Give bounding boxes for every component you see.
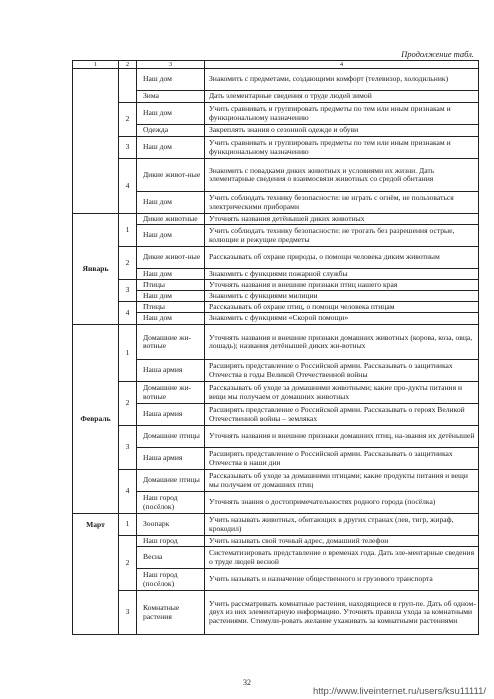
table-row — [73, 159, 479, 192]
week-cell: 2 — [119, 536, 137, 591]
topic-cell: Наш дом — [137, 69, 205, 91]
week-cell: 2 — [119, 382, 137, 426]
week-cell: 1 — [119, 214, 137, 247]
content-cell: Рассказывать об охране природы, о помощи человека диким животным — [205, 247, 479, 269]
table-row — [73, 247, 479, 269]
content-cell: Уточнять знания о достопримечательностях родного города (посёлка) — [205, 492, 479, 514]
topic-cell: Домашние жи-вотные — [137, 325, 205, 360]
content-cell: Знакомить с функциями милиции — [205, 291, 479, 302]
column-number: 2 — [119, 61, 137, 69]
topic-cell: Наша армия — [137, 360, 205, 382]
content-cell: Знакомить с предметами, создающими комфорт (телевизор, холодильник) — [205, 69, 479, 91]
content-cell: Рассказывать об охране птиц, о помощи человека птицам — [205, 302, 479, 313]
topic-cell: Дикие живот-ные — [137, 159, 205, 192]
week-cell: 3 — [119, 137, 137, 159]
topic-cell: Наш дом — [137, 269, 205, 280]
topic-cell: Домашние птицы — [137, 470, 205, 492]
content-cell: Учить рассматривать комнатные растения, находящиеся в груп-пе. Дать об одном-двух из них элементарную информацию. Уточнять правила ухода за комнатными растениями. Стимули-ровать желание ухаживать за комнатными растениями — [205, 591, 479, 635]
topic-cell: Птицы — [137, 302, 205, 313]
content-cell: Знакомить с функциями «Скорой помощи» — [205, 313, 479, 325]
month-cell — [73, 69, 119, 214]
week-cell: 3 — [119, 426, 137, 470]
content-cell: Учить сравнивать и группировать предметы по тем или иным признакам и функциональному назначению — [205, 103, 479, 125]
content-cell: Уточнять названия детёнышей диких животных — [205, 214, 479, 225]
page-number: 32 — [243, 678, 251, 687]
week-cell: 3 — [119, 280, 137, 302]
week-cell: 2 — [119, 247, 137, 280]
content-cell: Знакомить с повадками диких животных и условиями их жизни. Дать элементарные сведения о взаимосвязи животных со средой обитания — [205, 159, 479, 192]
content-cell: Закреплять знания о сезонной одежде и обуви — [205, 125, 479, 137]
week-cell: 2 — [119, 103, 137, 137]
table-row — [73, 214, 479, 225]
week-cell: 1 — [119, 514, 137, 536]
week-cell: 4 — [119, 302, 137, 325]
table-row — [73, 280, 479, 291]
topic-cell: Наш дом — [137, 103, 205, 125]
topic-cell: Дикие живот-ные — [137, 247, 205, 269]
content-cell: Уточнять названия и внешние признаки домашних птиц, на-звания их детёнышей — [205, 426, 479, 448]
week-cell: 4 — [119, 159, 137, 214]
continuation-label: Продолжение табл. — [401, 49, 474, 59]
topic-cell: Наш дом — [137, 225, 205, 247]
topic-cell: Наша армия — [137, 404, 205, 426]
topic-cell: Весна — [137, 547, 205, 569]
content-cell: Расширять представление о Российской армии. Рассказывать о защитниках Отечества в наши дни — [205, 448, 479, 470]
content-cell: Учить называть животных, обитающих в других странах (лев, тигр, жираф, крокодил) — [205, 514, 479, 536]
topic-cell: Наш город (посёлок) — [137, 569, 205, 591]
week-cell: 4 — [119, 470, 137, 514]
content-cell: Учить соблюдать технику безопасности: не играть с огнём, не пользоваться электрическими приборами — [205, 192, 479, 214]
topic-cell: Птицы — [137, 280, 205, 291]
topic-cell: Комнатные растения — [137, 591, 205, 635]
table-row — [73, 536, 479, 547]
content-cell: Дать элементарные сведения о труде людей зимой — [205, 91, 479, 103]
month-cell: Март — [73, 514, 119, 635]
table-row — [73, 302, 479, 313]
week-cell: 3 — [119, 591, 137, 635]
content-cell: Уточнять названия и внешние признаки домашних животных (корова, коза, овца, лошадь); названия детёнышей диких жи-вотных — [205, 325, 479, 360]
topic-cell: Домашние жи-вотные — [137, 382, 205, 404]
content-cell: Учить называть свой точный адрес, домашний телефон — [205, 536, 479, 547]
content-cell: Рассказывать об уходе за домашними птицами; какие продукты питания и вещи мы получаем от домашних птиц — [205, 470, 479, 492]
content-cell: Знакомить с функциями пожарной службы — [205, 269, 479, 280]
table-row — [73, 69, 479, 91]
column-number: 4 — [205, 61, 479, 69]
topic-cell: Наш город — [137, 536, 205, 547]
table-row — [73, 426, 479, 448]
table-row — [73, 514, 479, 536]
content-cell: Расширять представление о Российской армии. Рассказывать о защитниках Отечества в годы Великой Отечественной войны — [205, 360, 479, 382]
table-row — [73, 325, 479, 360]
topic-cell: Наша армия — [137, 448, 205, 470]
topic-cell: Наш город (посёлок) — [137, 492, 205, 514]
week-cell — [119, 69, 137, 103]
topic-cell: Домашние птицы — [137, 426, 205, 448]
month-cell: Январь — [73, 214, 119, 325]
topic-cell: Зоопарк — [137, 514, 205, 536]
content-cell: Рассказывать об уходе за домашними животными; какие про-дукты питания и вещи мы получаем от домашних животных — [205, 382, 479, 404]
table-row — [73, 470, 479, 492]
table-row — [73, 591, 479, 635]
content-cell: Систематизировать представление о временах года. Дать эле-ментарные сведения о труде людей весной — [205, 547, 479, 569]
watermark-url: http://www.liveinternet.ru/users/ksu11111/ — [312, 686, 486, 697]
curriculum-table — [72, 60, 479, 635]
topic-cell: Наш дом — [137, 313, 205, 325]
topic-cell: Наш дом — [137, 291, 205, 302]
topic-cell: Дикие животные — [137, 214, 205, 225]
topic-cell: Зима — [137, 91, 205, 103]
content-cell: Расширять представление о Российской армии. Рассказывать о героях Великой Отечественной войны – земляках — [205, 404, 479, 426]
column-number: 1 — [73, 61, 119, 69]
table-row — [73, 137, 479, 159]
topic-cell: Наш дом — [137, 192, 205, 214]
column-number: 3 — [137, 61, 205, 69]
week-cell: 1 — [119, 325, 137, 382]
month-cell: Февраль — [73, 325, 119, 514]
column-number-row — [73, 61, 479, 69]
table-row — [73, 103, 479, 125]
content-cell: Уточнять названия и внешние признаки птиц нашего края — [205, 280, 479, 291]
topic-cell: Наш дом — [137, 137, 205, 159]
content-cell: Учить называть и назначение общественного и грузового транспорта — [205, 569, 479, 591]
table-row — [73, 382, 479, 404]
topic-cell: Одежда — [137, 125, 205, 137]
content-cell: Учить сравнивать и группировать предметы по тем или иным признакам и функциональному назначению — [205, 137, 479, 159]
content-cell: Учить соблюдать технику безопасности: не трогать без разрешения острые, колющие и режущие предметы — [205, 225, 479, 247]
